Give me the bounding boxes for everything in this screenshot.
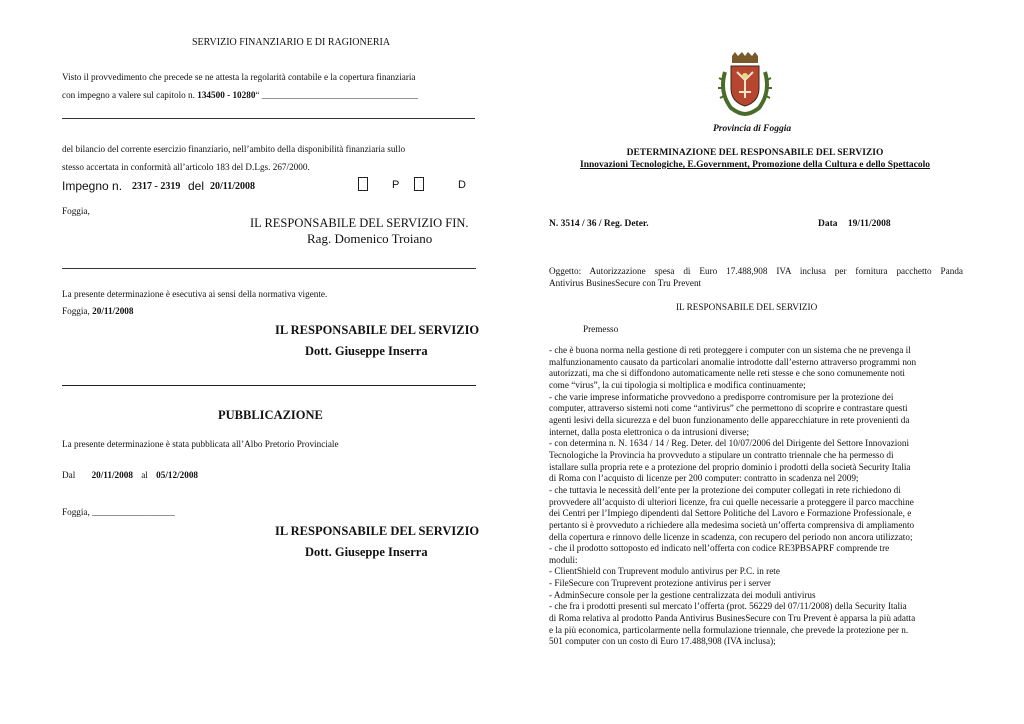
body-line: - che è buona norma nella gestione di reti proteggere i computer con un sistema che ne prevenga il — [549, 345, 911, 355]
visto-line-2: con impegno a valere sul capitolo n. 134500 - 10280“ __________________________________ — [62, 90, 418, 100]
resp-fin-title: IL RESPONSABILE DEL SERVIZIO FIN. — [250, 216, 469, 230]
checkbox-d-icon — [414, 177, 424, 191]
determination-title: DETERMINAZIONE DEL RESPONSABILE DEL SERVIZIO — [626, 148, 884, 158]
body-line: moduli: — [549, 554, 578, 565]
bilancio-line-1: del bilancio del corrente esercizio finanziario, nell’ambito della disponibilità finanziaria sullo — [62, 144, 406, 154]
body-line: di Roma relativa al prodotto Panda Antivirus BusinesSecure con Tru Prevent è apparsa la più adatta — [549, 613, 916, 624]
body-line: della copertura e rinnovo delle licenze in scadenza, con recupero del periodo non ancora utilizzato; — [549, 531, 913, 542]
impegno-label: Impegno n. — [62, 179, 123, 193]
resp-name-2: Dott. Giuseppe Inserra — [305, 545, 428, 559]
service-name: Innovazioni Tecnologiche, E.Government, Promozione della Cultura e dello Spettacolo — [580, 160, 930, 170]
service-header: SERVIZIO FINANZIARIO E DI RAGIONERIA — [192, 37, 391, 48]
body-line: di Roma con l’acquisto di licenze per 200 computer: contratto in scadenza nel 2009; — [549, 473, 859, 484]
divider — [62, 118, 475, 119]
impegno-del: del — [188, 179, 205, 193]
impegno-date: 20/11/2008 — [210, 181, 256, 192]
resp-fin-name: Rag. Domenico Troiano — [307, 231, 433, 246]
determination-number: N. 3514 / 36 / Reg. Deter. — [549, 219, 649, 229]
body-line: Tecnologiche la Provincia ha provveduto a stipulare un contratto triennale che ha permesso di — [549, 449, 894, 460]
impegno-numbers: 2317 - 2319 — [132, 181, 181, 192]
impegno-p: P — [392, 179, 400, 191]
body-line: internet, dalla posta elettronica o da intrusioni diverse; — [549, 426, 750, 437]
body-line: agenti lesivi della sicurezza e del buon funzionamento delle apparecchiature in rete provenienti da — [549, 414, 910, 425]
body-line: - con determina n. N. 1634 / 14 / Reg. Deter. del 10/07/2006 del Dirigente del Settore Innovazioni — [549, 438, 910, 449]
body-line: provvedere all’acquisto di ulteriori licenze, fra cui quelle necessarie a proteggere il parco macchine — [549, 496, 914, 507]
divider — [62, 268, 476, 269]
coat-of-arms-svg — [717, 52, 773, 116]
pubblicata-text: La presente determinazione è stata pubblicata all’Albo Pretorio Provinciale — [62, 439, 339, 449]
body-line: 501 computer con un costo di Euro 17.488,908 (IVA inclusa); — [549, 636, 776, 647]
pubblicazione-title: PUBBLICAZIONE — [218, 408, 323, 422]
foggia-date-2: Foggia, 20/11/2008 — [62, 306, 134, 316]
premesso-label: Premesso — [583, 324, 619, 334]
body-line: - ClientShield con Truprevent modulo antivirus per P.C. in rete — [549, 566, 780, 577]
body-line: computer, attraverso sistemi noti come “antivirus” che permettono di scoprire e contrastare questi — [549, 403, 908, 414]
body-line: malfunzionamento causato da particolari anomalie introdotte dall’esterno attraverso programmi non — [549, 356, 917, 367]
body-line: - che il prodotto sottoposto ed indicato nell’offerta con codice RE3PBSAPRF comprende tre — [549, 543, 890, 554]
divider — [62, 385, 476, 386]
foggia-date-1: Foggia, — [62, 206, 90, 216]
provincia-coat-of-arms-icon — [717, 52, 773, 116]
impegno-d: D — [458, 179, 466, 191]
bilancio-line-2: stesso accertata in conformità all’articolo 183 del D.Lgs. 267/2000. — [62, 162, 310, 172]
checkbox-p-icon — [358, 177, 368, 191]
body-line: istallare sulla propria rete e a protezione del proprio dominio i prodotti della società Security Italia — [549, 461, 911, 472]
body-line: come “virus”, la cui tipologia si moltiplica e modifica continuamente; — [549, 379, 806, 390]
premesso-body — [549, 345, 965, 648]
body-line: dei Centri per l’Impiego dipendenti dal Settore Politiche del Lavoro e Formazione Professionale, e — [549, 508, 912, 519]
provincia-name: Provincia di Foggia — [713, 124, 792, 134]
body-line: - che fra i prodotti presenti sul mercato l’offerta (prot. 56229 del 07/11/2008) della Security Italia — [549, 601, 907, 612]
resp-title-1: IL RESPONSABILE DEL SERVIZIO — [275, 323, 480, 337]
dal-al-row: Dal 20/11/2008 al 05/12/2008 — [62, 470, 199, 480]
resp-heading: IL RESPONSABILE DEL SERVIZIO — [676, 302, 818, 312]
resp-name-1: Dott. Giuseppe Inserra — [305, 344, 428, 358]
impegno-row — [62, 178, 482, 196]
visto-line-1: Visto il provvedimento che precede se ne attesta la regolarità contabile e la copertura finanziaria — [62, 72, 416, 82]
esecutiva-text: La presente determinazione è esecutiva ai sensi della normativa vigente. — [62, 289, 328, 299]
body-line: e la più economica, particolarmente nella formulazione triennale, che prevede la protezione per n. — [549, 624, 909, 635]
body-line: - che tuttavia le necessità dell’ente per la protezione dei computer collegati in rete richiedono di — [549, 484, 901, 495]
body-line: autorizzati, ma che si diffondono automaticamente nelle reti stesse e che sono comunemente noti — [549, 368, 905, 379]
capitolo-number: 134500 - 10280 — [197, 90, 256, 100]
body-line: pertanto si è provveduto a richiedere alla medesima società un’offerta comprensiva di ampliamento — [549, 519, 915, 530]
foggia-date-3: Foggia, __________________ — [62, 507, 175, 517]
determination-date: Data 19/11/2008 — [818, 219, 891, 229]
body-line: - che varie imprese informatiche provvedono a predisporre contromisure per la protezione dei — [549, 391, 894, 402]
oggetto-line-2: Antivirus BusinesSecure con Tru Prevent — [549, 278, 702, 288]
oggetto-line-1: Oggetto: Autorizzazione spesa di Euro 17.488,908 IVA inclusa per fornitura pacchetto Panda — [549, 266, 963, 276]
resp-title-2: IL RESPONSABILE DEL SERVIZIO — [275, 524, 480, 538]
body-line: - FileSecure con Truprevent protezione antivirus per i server — [549, 578, 771, 589]
body-line: - AdminSecure console per la gestione centralizzata dei moduli antivirus — [549, 589, 816, 600]
